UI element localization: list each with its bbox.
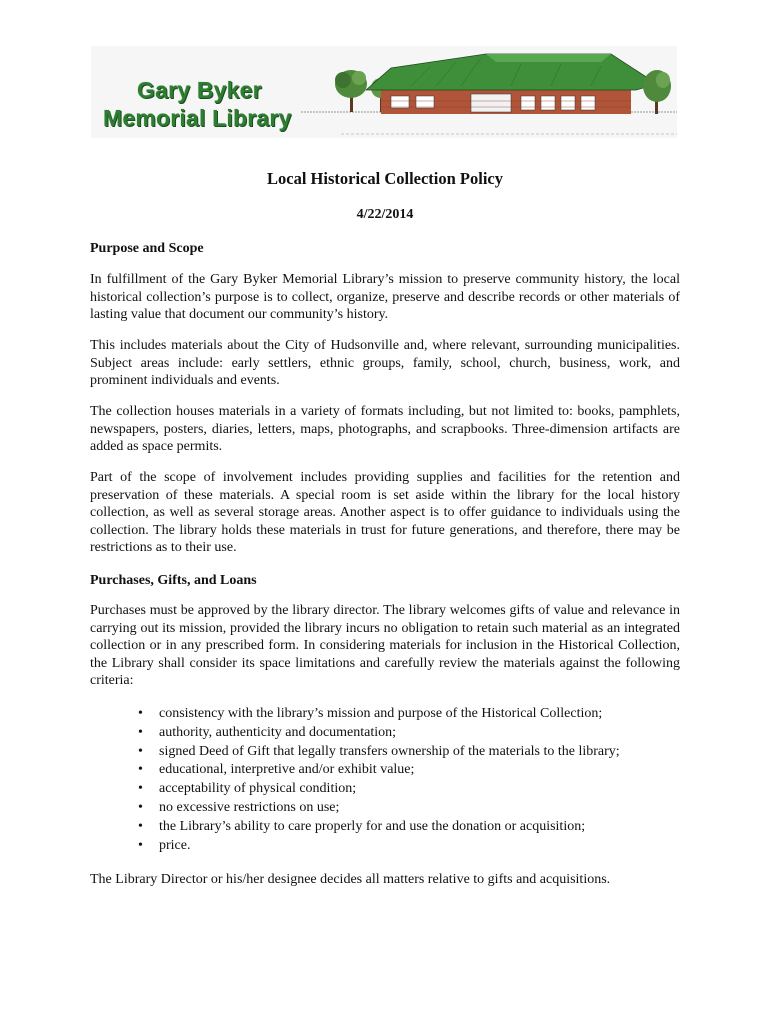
- criteria-item: • price.: [138, 837, 678, 856]
- paragraph-purchases: Purchases must be approved by the library director. The library welcomes gifts of value and relevance in carrying out its mission, provided the library incurs no obligation to retain such material as an integrated collection or in any prescribed form. In considering materials for inclusion in the Historical Collection, the Library shall consider its space limitations and carefully review the materials against the following criteria:: [90, 603, 680, 689]
- paragraph-subject-areas: This includes materials about the City of Hudsonville and, where relevant, surrounding municipalities. Subject areas include: early settlers, ethnic groups, family, school, church, business, work, and prominent individuals and events.: [90, 338, 680, 389]
- section-heading-purchases-gifts-loans: Purchases, Gifts, and Loans: [90, 573, 257, 588]
- criteria-item: • signed Deed of Gift that legally transfers ownership of the materials to the library;: [138, 743, 678, 762]
- logo-title-line1: Gary Byker: [137, 77, 262, 103]
- paragraph-formats: The collection houses materials in a variety of formats including, but not limited to: books, pamphlets, newspapers, posters, diaries, letters, maps, photographs, and scrapbooks. Three-dimension artifacts are added as space permits.: [90, 404, 680, 455]
- criteria-item: • acceptability of physical condition;: [138, 780, 678, 799]
- logo-title-line2: Memorial Library: [103, 105, 292, 131]
- section-heading-purpose-scope: Purpose and Scope: [90, 241, 204, 256]
- paragraph-closing: The Library Director or his/her designee decides all matters relative to gifts and acquisitions.: [90, 872, 611, 887]
- document-title: Local Historical Collection Policy: [267, 169, 503, 188]
- criteria-item: • authority, authenticity and documentation;: [138, 724, 678, 743]
- tree-right: [643, 70, 671, 114]
- criteria-list: [138, 705, 678, 855]
- document-date: 4/22/2014: [356, 207, 414, 222]
- tree-left: [335, 70, 367, 112]
- criteria-item: • no excessive restrictions on use;: [138, 799, 678, 818]
- paragraph-mission: In fulfillment of the Gary Byker Memorial Library’s mission to preserve community history, the local historical collection’s purpose is to collect, organize, preserve and describe records or other materials of lasting value that document our community’s history.: [90, 272, 680, 323]
- criteria-item: • educational, interpretive and/or exhibit value;: [138, 761, 678, 780]
- paragraph-scope-involvement: Part of the scope of involvement includes providing supplies and facilities for the retention and preservation of these materials. A special room is set aside within the library for the local history collection, as well as several storage areas. Another aspect is to offer guidance to individuals using the collection. The library holds these materials in trust for future generations, and therefore, there may be restrictions as to their use.: [90, 470, 680, 556]
- library-header-banner: [91, 46, 677, 138]
- criteria-item: • consistency with the library’s mission and purpose of the Historical Collection;: [138, 705, 678, 724]
- criteria-item: • the Library’s ability to care properly for and use the donation or acquisition;: [138, 818, 678, 837]
